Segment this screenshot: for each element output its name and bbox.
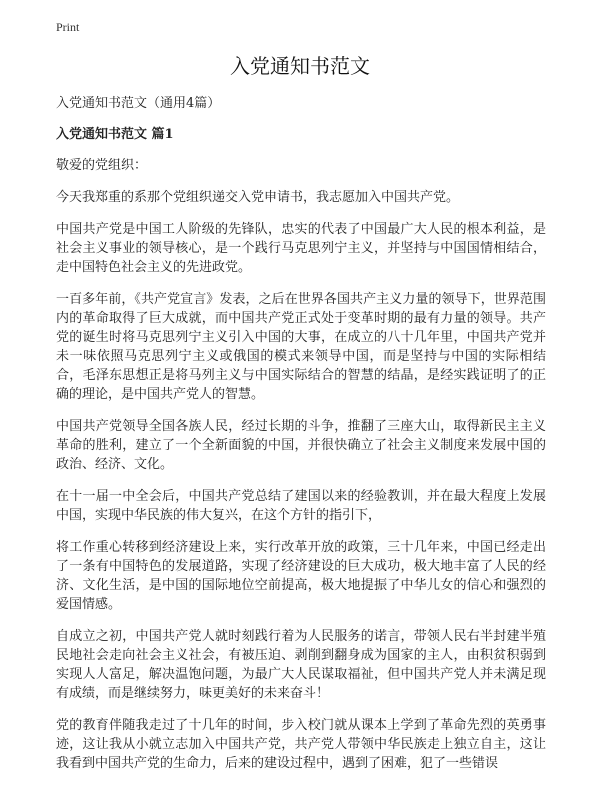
- greeting: 敬爱的党组织：: [56, 158, 148, 173]
- section-heading: 入党通知书范文 篇1: [56, 127, 174, 142]
- print-link[interactable]: Print: [56, 20, 80, 34]
- paragraph: 一百多年前，《共产党宣言》发表，之后在世界各国共产主义力量的领导下，世界范围内的革命取得了巨大成就，而中国共产党正式处于变革时期的最有力量的领导。共产党的诞生时将马克思列宁主义引入中国的大事，在成立的八十几年里，中国共产党并未一味依照马克思列宁主义或俄国的模式来领导中国，而是坚持与中国的实际相结合，毛泽东思想正是将马列主义与中国实际结合的智慧的结晶，是经实践证明了的正确的理论，是中国共产党人的智慧。: [56, 292, 546, 402]
- paragraph: 党的教育伴随我走过了十几年的时间，步入校门就从课本上学到了革命先烈的英勇事迹，这让我从小就立志加入中国共产党，共产党人带领中华民族走上独立自主，这让我看到中国共产党的生命力，后来的建设过程中，遇到了困难，犯了一些错误: [56, 718, 546, 771]
- paragraph: 今天我郑重的系那个党组织递交入党申请书，我志愿加入中国共产党。: [56, 190, 460, 205]
- paragraph: 自成立之初，中国共产党人就时刻践行着为人民服务的诺言，带领人民右半封建半殖民地社会走向社会主义社会，有被压迫、剥削到翻身成为国家的主人，由积贫积弱到实现人人富足，解决温饱问题，为最广大人民谋取福祉，但中国共产党人并未满足现有成绩，而是继续努力，味更美好的未来奋斗！: [56, 629, 546, 701]
- document-subtitle: 入党通知书范文（通用4篇）: [56, 96, 221, 111]
- paragraph: 中国共产党是中国工人阶级的先锋队，忠实的代表了中国最广大人民的根本利益，是社会主义事业的领导核心，是一个践行马克思列宁主义，并坚持与中国国情相结合，走中国特色社会主义的先进政党。: [56, 222, 546, 275]
- paragraph: 将工作重心转移到经济建设上来，实行改革开放的政策，三十几年来，中国已经走出了一条有中国特色的发展道路，实现了经济建设的巨大成功，极大地丰富了人民的经济、文化生活，是中国的国际地位空前提高，极大地提振了中华儿女的信心和强烈的爱国情感。: [56, 540, 546, 612]
- document-body: [56, 94, 546, 786]
- page-title: 入党通知书范文: [230, 54, 370, 78]
- paragraph: 在十一届一中全会后，中国共产党总结了建国以来的经验教训，并在最大程度上发展中国，实现中华民族的伟大复兴，在这个方针的指引下，: [56, 489, 546, 523]
- paragraph: 中国共产党领导全国各族人民，经过长期的斗争，推翻了三座大山，取得新民主主义革命的胜利，建立了一个全新面貌的中国，并很快确立了社会主义制度来发展中国的政治、经济、文化。: [56, 419, 546, 472]
